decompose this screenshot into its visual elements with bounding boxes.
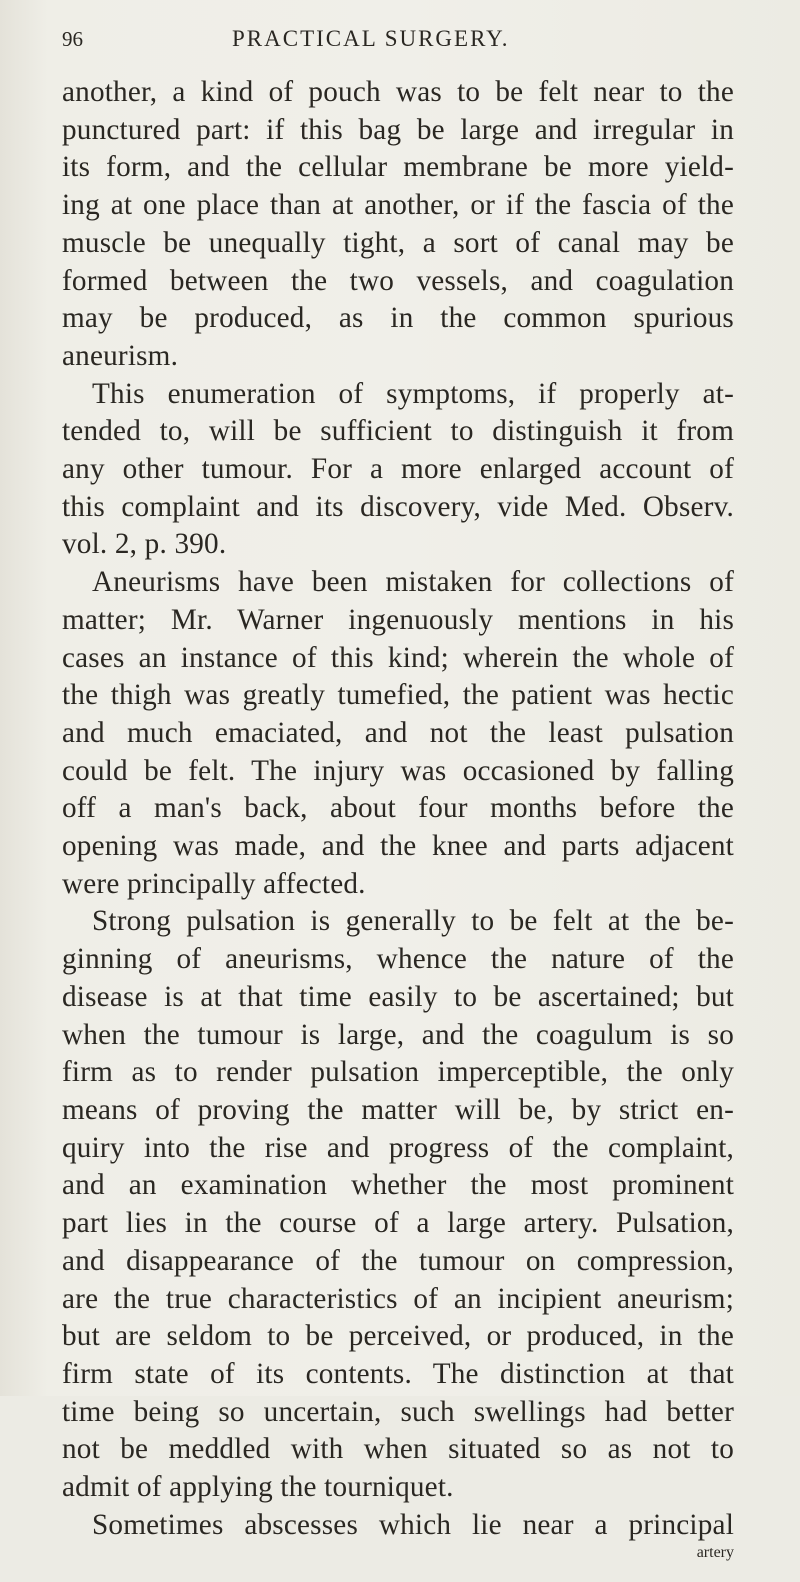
text-line: this complaint and its discovery, vide Med. Observ. [62, 490, 734, 523]
text-line: opening was made, and the knee and parts adjacent [62, 830, 734, 863]
text-line: not be meddled with when situated so as not to [62, 1433, 734, 1466]
text-line: matter; Mr. Warner ingenuously mentions in his [62, 603, 734, 636]
text-line: This enumeration of symptoms, if properly at- [92, 377, 734, 410]
text-line: the thigh was greatly tumefied, the patient was hectic [62, 679, 734, 712]
text-line: could be felt. The injury was occasioned by falling [62, 754, 734, 787]
text-line: another, a kind of pouch was to be felt near to the [62, 76, 734, 108]
text-line: and much emaciated, and not the least pulsation [62, 716, 734, 749]
text-line: muscle be unequally tight, a sort of canal may be [62, 226, 734, 259]
text-line: and disappearance of the tumour on compression, [62, 1244, 734, 1277]
text-line: aneurism. [62, 339, 179, 372]
text-line: tended to, will be sufficient to distinguish it from [62, 415, 734, 448]
catchword-row [62, 1544, 734, 1582]
running-head [62, 26, 734, 66]
text-line: ing at one place than at another, or if the fascia of the [62, 189, 734, 222]
text-line: cases an instance of this kind; wherein the whole of [62, 641, 734, 674]
text-line: time being so uncertain, such swellings had better [62, 1395, 734, 1428]
text-line: firm as to render pulsation imperceptible, the only [62, 1056, 734, 1089]
text-line: punctured part: if this bag be large and irregular in [62, 113, 734, 146]
text-line: firm state of its contents. The distinction at that [62, 1357, 734, 1390]
catchword: artery [696, 1544, 734, 1562]
text-line: may be produced, as in the common spurious [62, 302, 734, 335]
text-line: any other tumour. For a more enlarged account of [62, 453, 734, 486]
text-line: quiry into the rise and progress of the complaint, [62, 1131, 734, 1164]
text-line: off a man's back, about four months before the [62, 792, 734, 825]
text-line: and an examination whether the most prominent [62, 1169, 734, 1202]
text-line: ginning of aneurisms, whence the nature of the [62, 943, 734, 976]
text-line: Sometimes abscesses which lie near a principal [92, 1508, 734, 1541]
text-line: part lies in the course of a large artery. Pulsation, [62, 1207, 734, 1240]
text-line: vol. 2, p. 390. [62, 528, 227, 561]
running-title: PRACTICAL SURGERY. [232, 26, 510, 51]
text-line: Aneurisms have been mistaken for collections of [92, 566, 734, 599]
body-text [62, 74, 734, 1544]
page-number: 96 [62, 27, 83, 51]
text-line: disease is at that time easily to be ascertained; but [62, 980, 734, 1013]
text-line: when the tumour is large, and the coagulum is so [62, 1018, 734, 1051]
text-line: formed between the two vessels, and coagulation [62, 264, 734, 297]
text-line: admit of applying the tourniquet. [62, 1471, 454, 1504]
text-line: its form, and the cellular membrane be more yield- [62, 151, 734, 184]
text-line: were principally affected. [62, 867, 366, 900]
text-line: but are seldom to be perceived, or produced, in the [62, 1320, 734, 1353]
text-line: Strong pulsation is generally to be felt at the be- [92, 905, 734, 938]
text-line: means of proving the matter will be, by strict en- [62, 1093, 734, 1126]
text-line: are the true characteristics of an incipient aneurism; [62, 1282, 734, 1315]
